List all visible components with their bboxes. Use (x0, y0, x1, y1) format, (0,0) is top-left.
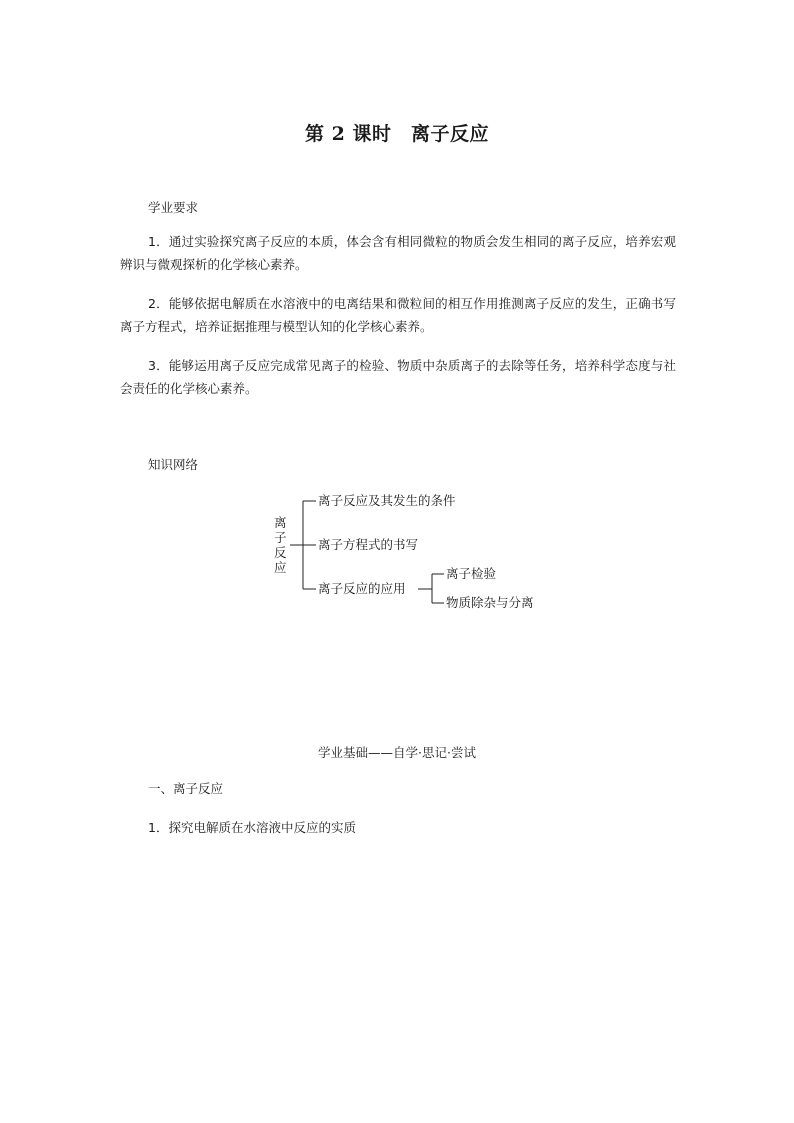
network-root: 离子反应 (274, 515, 287, 575)
knowledge-network-diagram (260, 485, 560, 615)
network-sub-branch-1: 离子检验 (446, 566, 497, 581)
network-heading: 知识网络 (148, 457, 199, 472)
requirement-item-2: 2．能够依据电解质在水溶液中的电离结果和微粒间的相互作用推测离子反应的发生，正确书写离子方程式，培养证据推理与模型认知的化学核心素养。 (120, 296, 676, 334)
requirements-heading: 学业要求 (148, 200, 199, 215)
requirement-item-1: 1．通过实验探究离子反应的本质，体会含有相同微粒的物质会发生相同的离子反应，培养宏观辨识与微观探析的化学核心素养。 (120, 234, 676, 272)
section-ionic-reaction: 一、离子反应 (148, 781, 224, 796)
network-branch-3: 离子反应的应用 (318, 581, 406, 596)
page-title: 第 2 课时 离子反应 (305, 123, 489, 145)
network-branch-1: 离子反应及其发生的条件 (318, 493, 456, 508)
requirement-item-3: 3．能够运用离子反应完成常见离子的检验、物质中杂质离子的去除等任务，培养科学态度与社会责任的化学核心素养。 (120, 358, 676, 396)
network-branch-2: 离子方程式的书写 (318, 537, 419, 552)
item-explore-essence: 1．探究电解质在水溶液中反应的实质 (148, 820, 356, 835)
network-sub-branch-2: 物质除杂与分离 (446, 595, 534, 610)
foundation-heading: 学业基础——自学·思记·尝试 (318, 745, 476, 760)
